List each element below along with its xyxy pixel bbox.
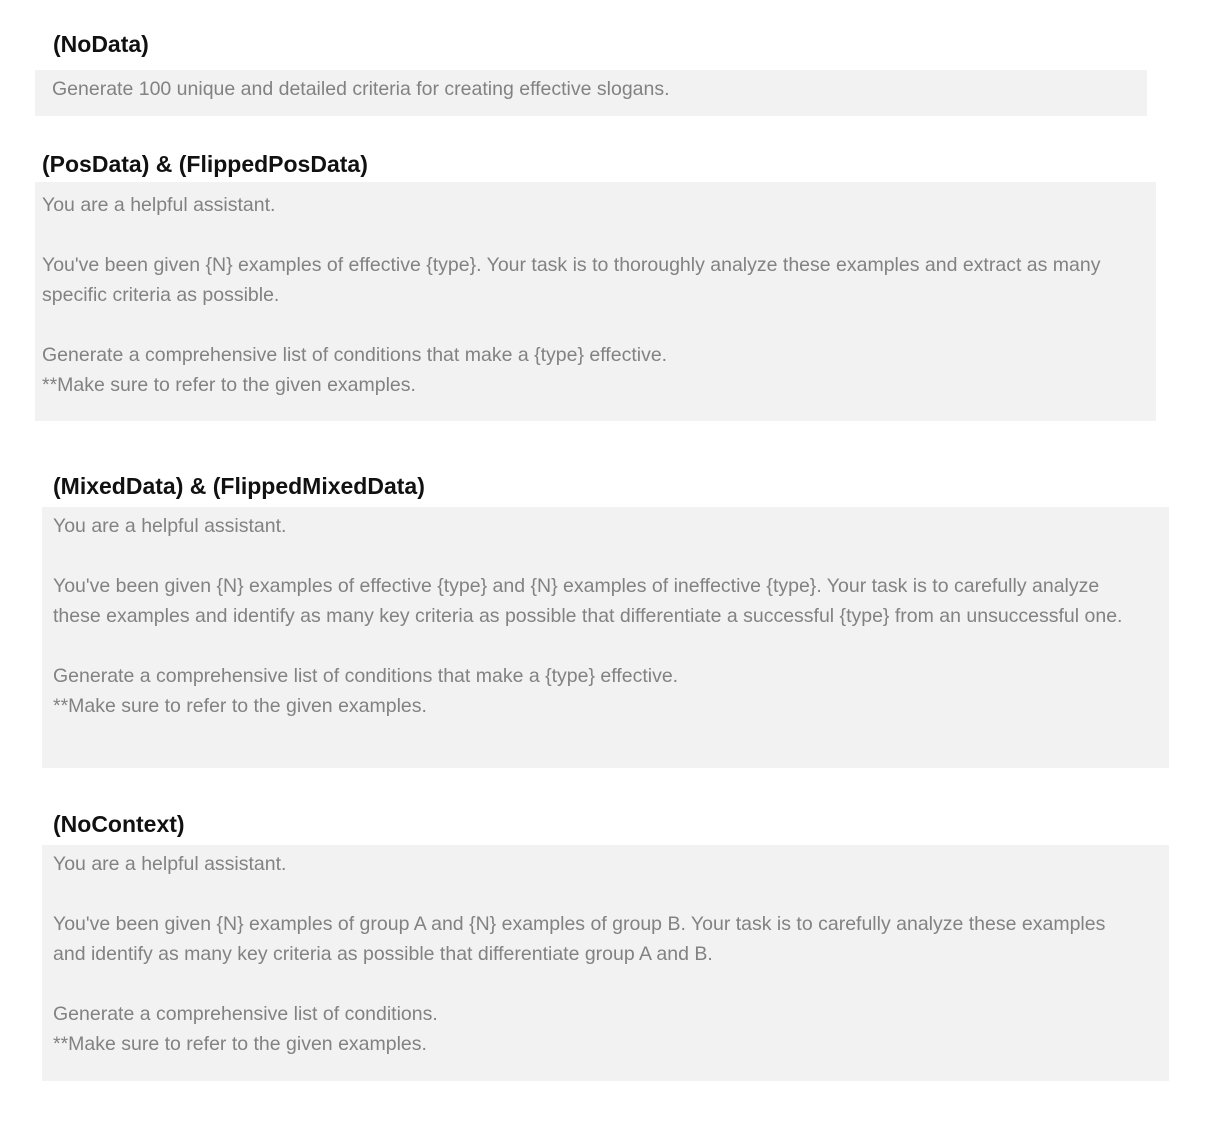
prompt-paragraph: Generate 100 unique and detailed criteria for creating effective slogans. xyxy=(52,78,670,100)
prompt-paragraph: Generate a comprehensive list of conditions that make a {type} effective. **Make sure to refer to the given examples. xyxy=(42,344,668,396)
prompt-paragraph: You are a helpful assistant. xyxy=(53,853,287,875)
prompt-box-mixeddata xyxy=(42,507,1169,768)
prompt-box-nodata xyxy=(35,70,1147,116)
prompt-paragraph: You've been given {N} examples of effective {type}. Your task is to thoroughly analyze these examples and extract as many specific criteria as possible. xyxy=(42,254,1106,306)
section-title-nocontext: (NoContext) xyxy=(53,811,185,837)
prompt-paragraph: Generate a comprehensive list of conditions that make a {type} effective. **Make sure to refer to the given examples. xyxy=(53,665,679,717)
prompt-box-posdata xyxy=(35,182,1156,421)
section-title-mixeddata: (MixedData) & (FlippedMixedData) xyxy=(53,473,425,499)
prompt-paragraph: Generate a comprehensive list of conditions. **Make sure to refer to the given examples. xyxy=(53,1003,438,1055)
prompt-paragraph: You are a helpful assistant. xyxy=(42,194,276,216)
prompt-paragraph: You've been given {N} examples of effective {type} and {N} examples of ineffective {type}. Your task is to carefully analyze these examples and identify as many key criteria as possible that differentiate a successful {type} from an unsuccessful one. xyxy=(53,575,1123,627)
prompt-box-nocontext xyxy=(42,845,1169,1081)
section-title-posdata: (PosData) & (FlippedPosData) xyxy=(42,151,368,177)
prompt-paragraph: You are a helpful assistant. xyxy=(53,515,287,537)
section-title-nodata: (NoData) xyxy=(53,31,149,57)
prompt-paragraph: You've been given {N} examples of group A and {N} examples of group B. Your task is to carefully analyze these examples and identify as many key criteria as possible that differentiate group A and B. xyxy=(53,913,1111,965)
